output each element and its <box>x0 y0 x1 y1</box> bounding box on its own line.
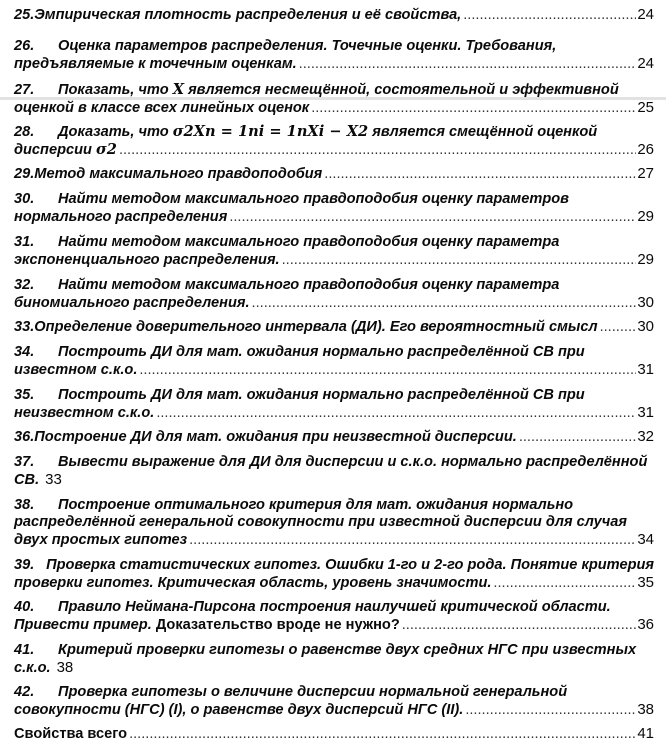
toc-entry-properties[interactable] <box>14 725 654 743</box>
dot-leader <box>463 7 636 24</box>
dot-leader <box>299 56 637 73</box>
dot-leader <box>129 726 636 743</box>
toc-number: 29. <box>14 166 35 182</box>
toc-entry-35[interactable] <box>14 387 654 422</box>
toc-page-number: 38 <box>56 659 74 676</box>
toc-title-line2: распределённой генеральной совокупности при известной дисперсии для случая <box>14 514 627 530</box>
toc-title-line1: Оценка параметров распределения. Точечные оценки. Требования, <box>58 38 557 54</box>
toc-title-part: является смещённой оценкой <box>372 124 598 140</box>
toc-number: 25. <box>14 7 35 23</box>
toc-page-number: 30 <box>637 294 654 311</box>
toc-entry-27[interactable] <box>14 81 654 117</box>
dot-leader <box>519 429 637 446</box>
toc-title: Построение ДИ для мат. ожидания при неизвестной дисперсии. <box>34 429 517 445</box>
toc-title-part: Привести пример. <box>14 617 152 633</box>
math-formula: σ2Xn = 1ni = 1nXi − X2 <box>172 123 369 140</box>
toc-title-line1: Правило Неймана-Пирсона построения наилучшей критической области. <box>58 599 611 615</box>
toc-entry-39[interactable] <box>14 557 654 592</box>
toc-title-line1: Найти методом максимального правдоподобия оценку параметров <box>58 191 569 207</box>
toc-title-line1: Построить ДИ для мат. ожидания нормально распределённой СВ при <box>58 387 585 403</box>
toc-page-number: 24 <box>637 55 654 72</box>
toc-page-number: 38 <box>637 701 654 718</box>
toc-title-note: Доказательство вроде не нужно? <box>155 617 400 633</box>
math-formula: σ2 <box>96 141 117 158</box>
dot-leader <box>465 702 636 719</box>
toc-page-number: 36 <box>637 616 654 633</box>
toc-number: 35. <box>14 387 35 403</box>
toc-title-line2: экспоненциального распределения. <box>14 252 280 268</box>
dot-leader <box>600 319 637 336</box>
toc-entry-34[interactable] <box>14 344 654 379</box>
toc-entry-29[interactable] <box>14 165 654 183</box>
toc-number: 39. <box>14 557 35 573</box>
dot-leader <box>282 252 637 269</box>
toc-title-line3: двух простых гипотез <box>14 532 188 548</box>
toc-title-line1: Проверка статистических гипотез. Ошибки 1-го и 2-го рода. Понятие критерия <box>46 557 654 573</box>
toc-title: Метод максимального правдоподобия <box>34 166 323 182</box>
toc-title-part: является несмещённой, состоятельной и эффективной <box>188 82 619 98</box>
toc-page-number: 34 <box>637 531 654 548</box>
dot-leader <box>252 295 637 312</box>
toc-number: 37. <box>14 454 35 470</box>
toc-title-part: Показать, что <box>58 82 169 98</box>
toc-title-line1: Найти методом максимального правдоподобия оценку параметра <box>58 234 560 250</box>
toc-entry-28[interactable] <box>14 123 654 159</box>
toc-page-number: 32 <box>637 428 654 445</box>
toc-title-line1: Построить ДИ для мат. ожидания нормально распределённой СВ при <box>58 344 585 360</box>
toc-title-line2: известном с.к.о. <box>14 362 138 378</box>
toc-title-line1: Критерий проверки гипотезы о равенстве двух средних НГС при известных <box>58 642 637 658</box>
toc-title-line1: Найти методом максимального правдоподобия оценку параметра <box>58 277 560 293</box>
dot-leader <box>493 575 636 592</box>
toc-number: 28. <box>14 124 35 140</box>
toc-title-line2: совокупности (НГС) (I), о равенстве двух дисперсий НГС (II). <box>14 702 464 718</box>
toc-number: 40. <box>14 599 35 615</box>
toc-title-line1: Вывести выражение для ДИ для дисперсии и с.к.о. нормально распределённой <box>58 454 648 470</box>
dot-leader <box>311 100 636 117</box>
toc-title-line2: биномиального распределения. <box>14 295 250 311</box>
toc-entry-37[interactable] <box>14 454 654 489</box>
toc-page-number: 41 <box>637 725 654 742</box>
toc-page-number: 24 <box>637 6 654 23</box>
toc-entry-32[interactable] <box>14 277 654 312</box>
toc-number: 26. <box>14 38 35 54</box>
toc-title-line2: неизвестном с.к.о. <box>14 405 155 421</box>
toc-entry-42[interactable] <box>14 684 654 719</box>
toc-page-number: 25 <box>637 99 654 116</box>
toc-title-line1: Построение оптимального критерия для мат. ожидания нормально <box>58 497 574 513</box>
toc-page-number: 31 <box>637 361 654 378</box>
toc-page-number: 31 <box>637 404 654 421</box>
dot-leader <box>189 532 636 549</box>
toc-title: Определение доверительного интервала (ДИ). Его вероятностный смысл <box>34 319 598 335</box>
toc-entry-31[interactable] <box>14 234 654 269</box>
toc-entry-38[interactable] <box>14 497 654 549</box>
toc-entry-41[interactable] <box>14 642 654 677</box>
toc-number: 33. <box>14 319 35 335</box>
toc-title-line2: предъявляемые к точечным оценкам. <box>14 56 297 72</box>
dot-leader <box>156 405 636 422</box>
math-formula: X <box>172 81 185 98</box>
toc-entry-36[interactable] <box>14 428 654 446</box>
dot-leader <box>229 209 636 226</box>
dot-leader <box>324 166 636 183</box>
toc-number: 27. <box>14 82 35 98</box>
toc-page-number: 35 <box>637 574 654 591</box>
toc-title: Эмпирическая плотность распределения и её свойства, <box>34 7 462 23</box>
toc-entry-25[interactable] <box>14 6 654 24</box>
toc-entry-26[interactable] <box>14 38 654 73</box>
dot-leader <box>119 142 636 159</box>
toc-number: 36. <box>14 429 35 445</box>
toc-page-number: 30 <box>637 318 654 335</box>
toc-title-part: Доказать, что <box>58 124 169 140</box>
toc-title-line2: СВ. <box>14 472 40 488</box>
toc-title-line2: с.к.о. <box>14 660 51 676</box>
toc-number: 34. <box>14 344 35 360</box>
toc-number: 30. <box>14 191 35 207</box>
toc-number: 31. <box>14 234 35 250</box>
toc-page-number: 29 <box>637 251 654 268</box>
dot-leader <box>402 617 637 634</box>
toc-title-part: дисперсии <box>14 142 92 158</box>
dot-leader <box>139 362 636 379</box>
toc-title-line1: Проверка гипотезы о величине дисперсии нормальной генеральной <box>58 684 568 700</box>
toc-title-line2: проверки гипотез. Критическая область, уровень значимости. <box>14 575 492 591</box>
toc-title-line2: нормального распределения <box>14 209 228 225</box>
toc-title-line2: оценкой в классе всех линейных оценок <box>14 100 310 116</box>
toc-number: 32. <box>14 277 35 293</box>
toc-entry-33[interactable] <box>14 318 654 336</box>
toc-number: 38. <box>14 497 35 513</box>
toc-page-number: 27 <box>637 165 654 182</box>
toc-entry-40[interactable] <box>14 599 654 634</box>
toc-page-number: 26 <box>637 141 654 158</box>
toc-page-number: 33 <box>45 471 62 488</box>
toc-entry-30[interactable] <box>14 191 654 226</box>
toc-number: 42. <box>14 684 35 700</box>
toc-title: Свойства всего <box>14 726 128 742</box>
toc-number: 41. <box>14 642 35 658</box>
toc-page-number: 29 <box>637 208 654 225</box>
